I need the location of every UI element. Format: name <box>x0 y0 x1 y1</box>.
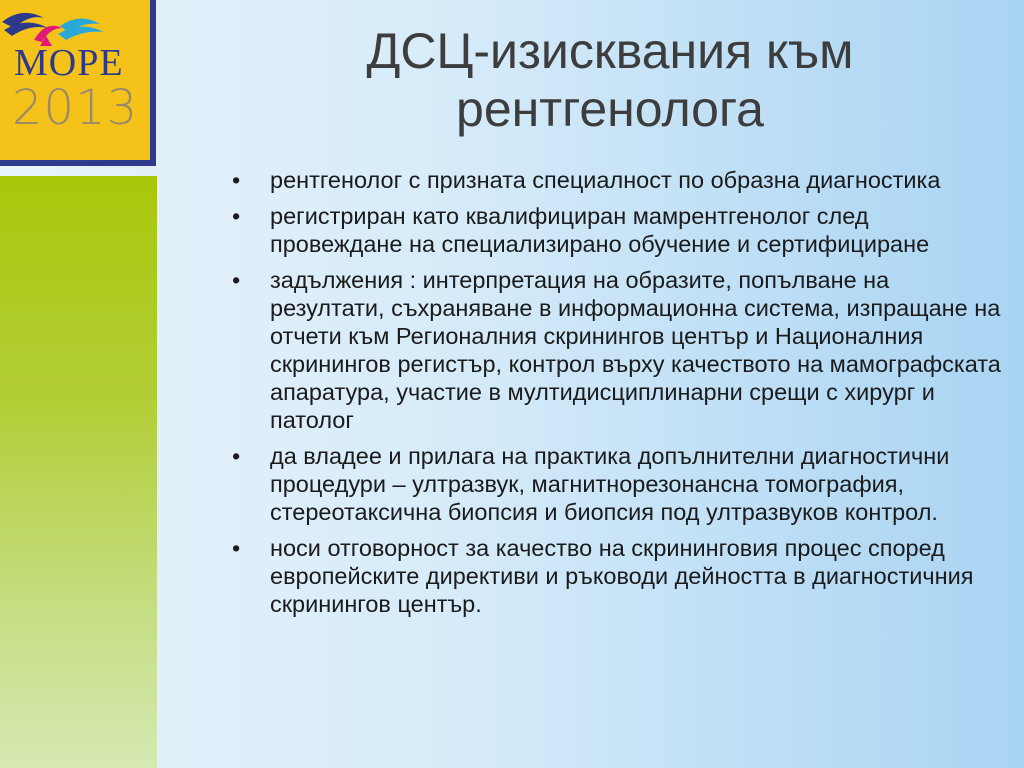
bullet-text: рентгенолог с призната специалност по образна диагностика <box>270 167 941 193</box>
bullet-dot-icon: • <box>232 443 241 469</box>
conference-logo <box>0 0 156 166</box>
bullet-item <box>232 534 1002 618</box>
bullet-dot-icon: • <box>232 535 241 561</box>
bullet-text: интерпретация на образите, попълване на резултати, съхраняване в информационна система, изпращане на отчети към Регионалния скринингов център и Националния скринингов регистър, контрол върху качеството на мамографската апаратура, участие в мултидисциплинарни срещи с хирург и патолог <box>270 267 1001 433</box>
bullet-label: задължения : <box>270 267 417 293</box>
bullet-text: регистриран като квалифициран мамрентгенолог след провеждане на специализирано обучение и сертифициране <box>270 203 930 257</box>
slide-title: ДСЦ-изисквания към рентгенолога <box>366 23 854 137</box>
bullet-item <box>232 442 1002 526</box>
slide-body <box>232 166 1002 626</box>
bullet-item <box>232 266 1002 434</box>
bullet-text: носи отговорност за качество на скрининговия процес според европейските директиви и ръководи дейността в диагностичния скринингов център. <box>270 535 974 617</box>
bullet-dot-icon: • <box>232 167 241 193</box>
decorative-green-strip <box>0 176 157 768</box>
logo-wordmark: MOPE <box>14 42 124 84</box>
bullet-list <box>232 166 1002 618</box>
logo-year: 2013 <box>12 80 139 136</box>
bullet-dot-icon: • <box>232 203 241 229</box>
bullet-dot-icon: • <box>232 267 241 293</box>
bullet-item <box>232 202 1002 258</box>
bullet-item <box>232 166 1002 194</box>
bullet-text: да владее и прилага на практика допълнителни диагностични процедури – ултразвук, магнитнорезонансна томография, стереотаксична биопсия и биопсия под ултразвуков контрол. <box>270 443 950 525</box>
